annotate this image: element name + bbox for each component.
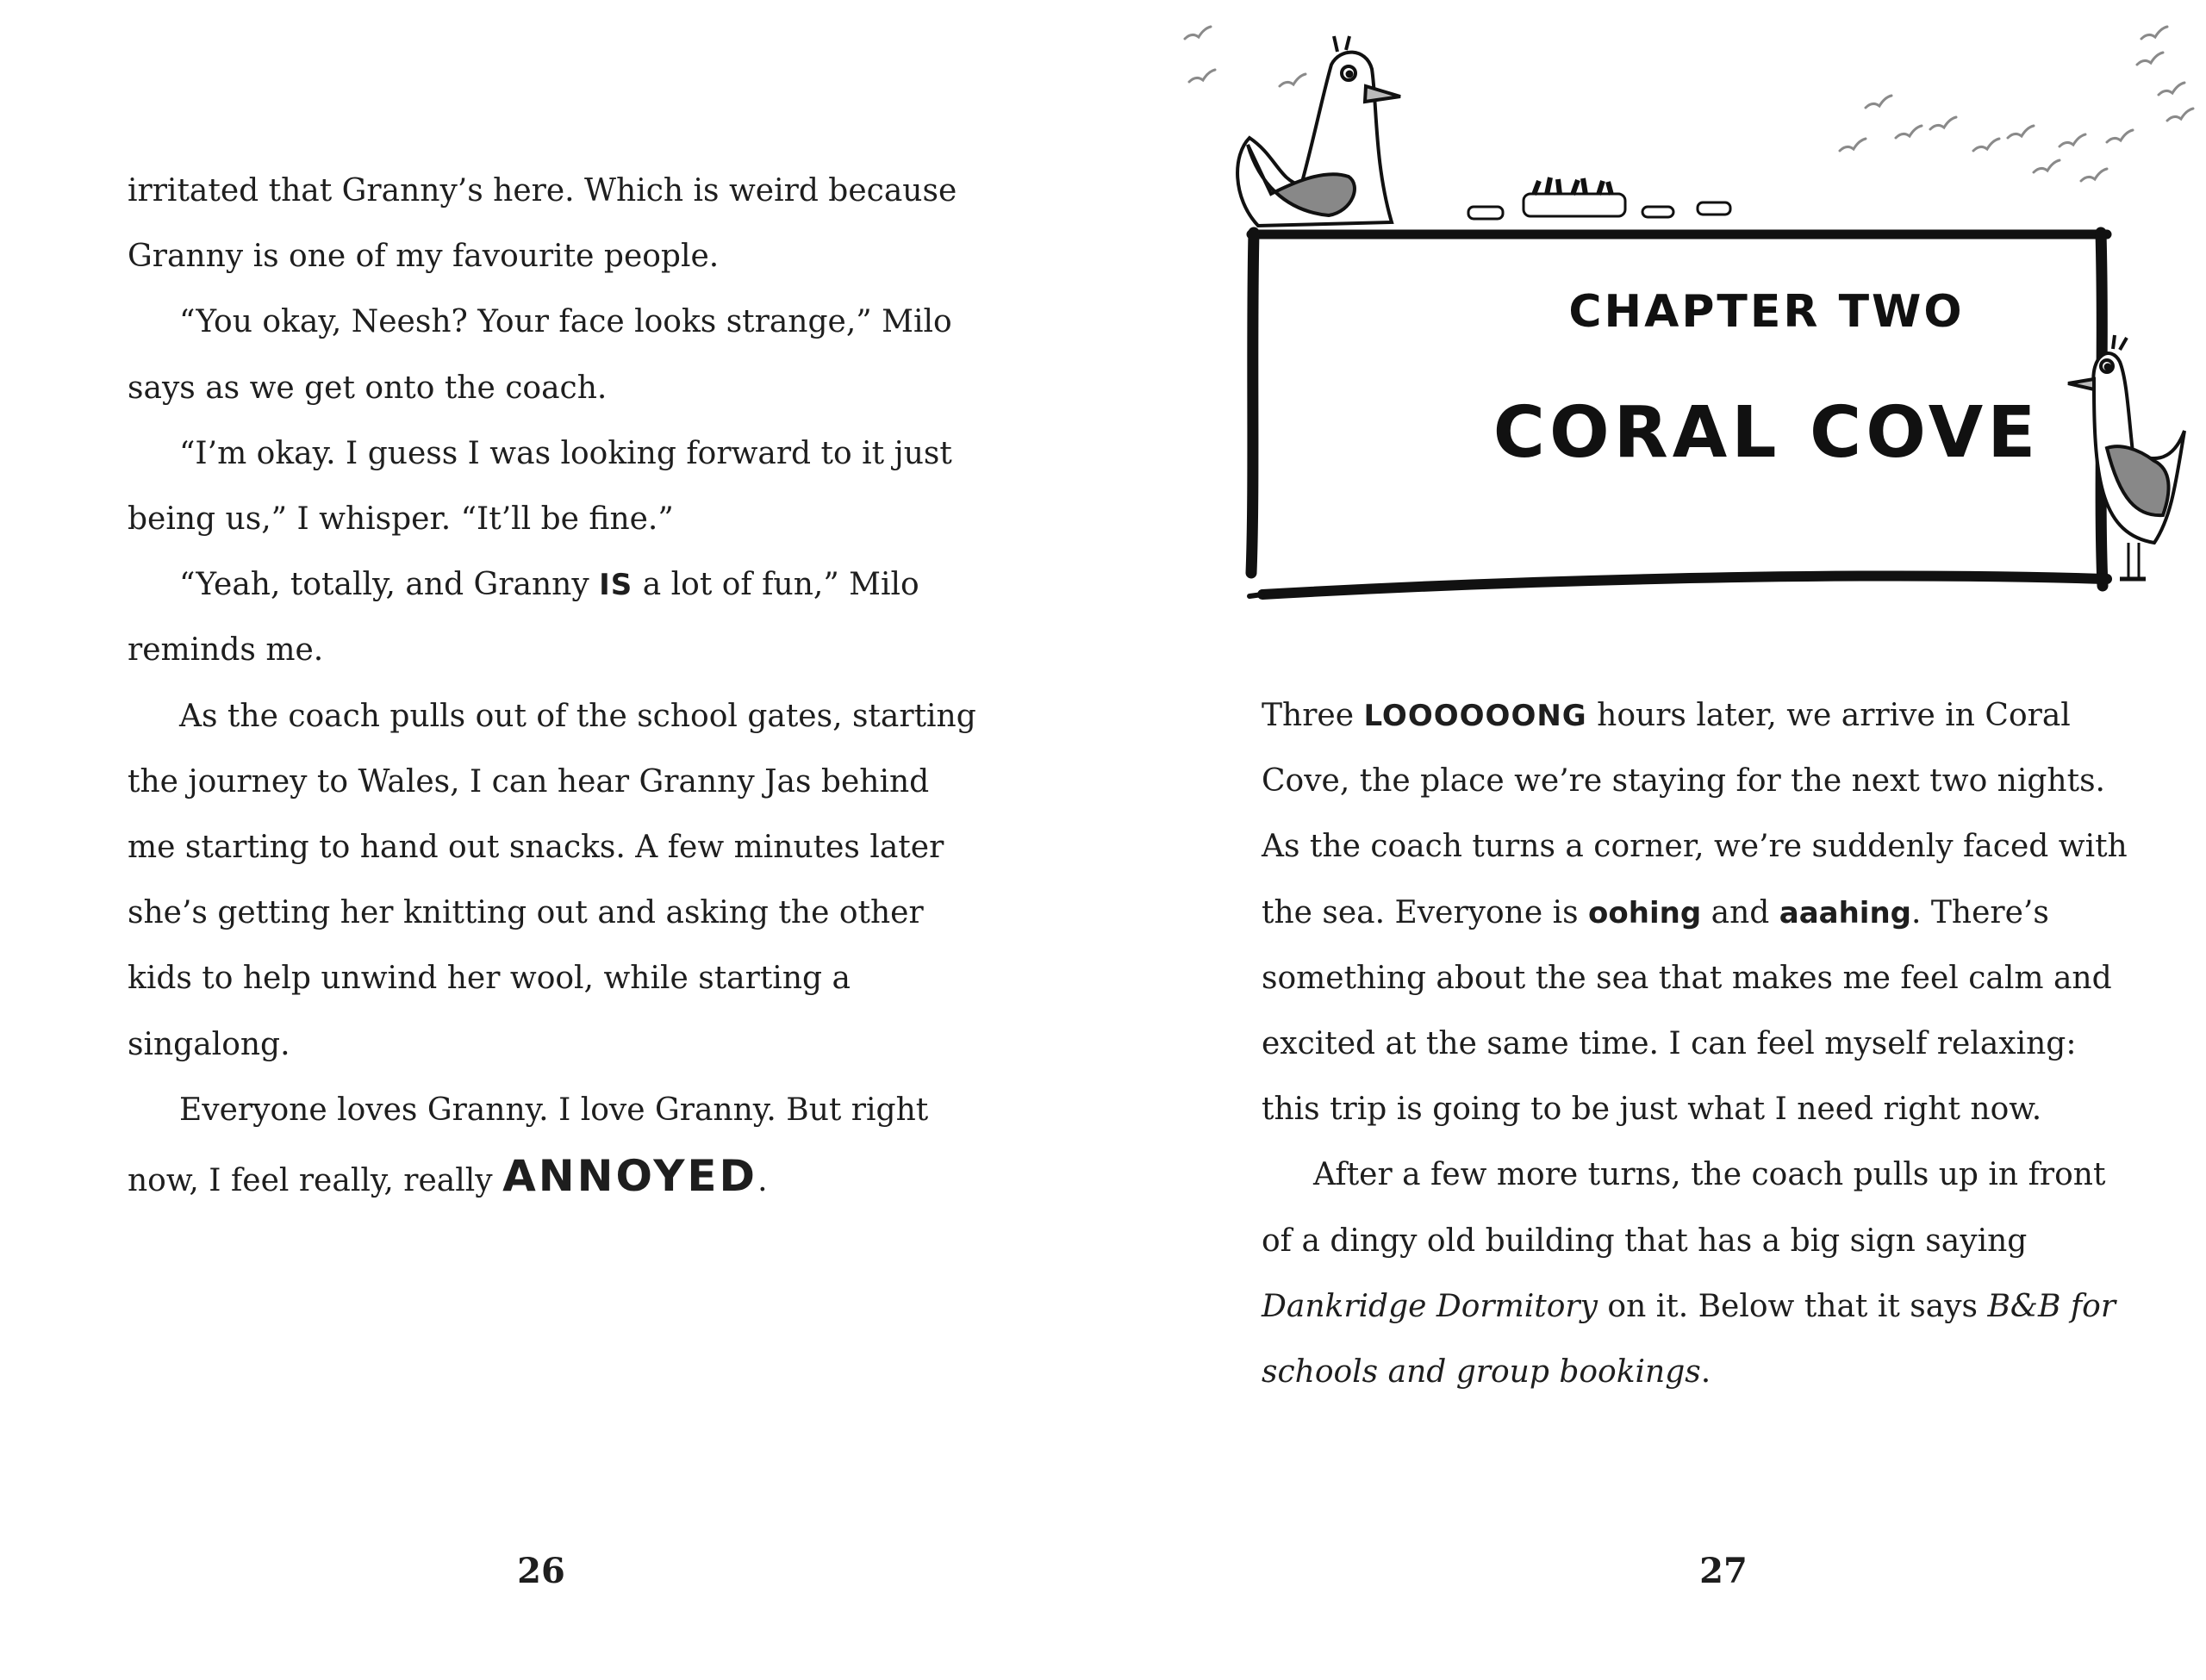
paragraph: “I’m okay. I guess I was looking forward to it just being us,” I whisper. “It’ll be fine.” <box>128 435 952 538</box>
right-body-text <box>1262 683 2132 1405</box>
seagull-left-icon <box>1237 36 1400 226</box>
chapter-title: CORAL COVE <box>1492 392 2041 474</box>
text-run: a lot of fun,” Milo reminds me. <box>128 567 919 669</box>
text-run: Everyone loves Granny. I love Granny. But right now, I feel really, really <box>128 1092 929 1199</box>
emphasis-word: aaahing <box>1779 895 1911 930</box>
emphasis-word: IS <box>599 568 633 603</box>
emphasis-word: LOOOOOONG <box>1363 699 1587 733</box>
text-run: . <box>757 1163 768 1199</box>
paragraph <box>128 552 981 683</box>
paragraph <box>1262 683 2132 1142</box>
left-body-text <box>128 159 981 1214</box>
chips-tray-icon <box>1468 177 1730 219</box>
text-run: “Yeah, totally, and Granny <box>179 567 600 603</box>
chapter-label: CHAPTER TWO <box>1568 286 1965 338</box>
paragraph: irritated that Granny’s here. Which is weird because Granny is one of my favourite people. <box>128 173 957 275</box>
text-run: After a few more turns, the coach pulls up in front of a dingy old building that has a big sign saying <box>1262 1157 2106 1259</box>
emphasis-word: ANNOYED <box>502 1151 758 1202</box>
paragraph <box>128 1078 981 1214</box>
paragraph: As the coach pulls out of the school gates, starting the journey to Wales, I can hear Granny Jas behind me starting to hand out snacks. A few minutes later she’s getting her knitting out and asking the other kids to help unwind her wool, while starting a singalong. <box>128 698 976 1062</box>
italic-text: Dankridge Dormitory <box>1262 1288 1598 1324</box>
paragraph: “You okay, Neesh? Your face looks strange,” Milo says as we get onto the coach. <box>128 304 952 406</box>
emphasis-word: oohing <box>1588 895 1702 930</box>
text-run: on it. Below that it says <box>1597 1288 1988 1324</box>
text-run: . <box>1700 1354 1711 1391</box>
text-run: hours later, we arrive in Coral Cove, the place we’re staying for the next two nights. As the coach turns a corner, we’re suddenly faced with the sea. Everyone is <box>1262 698 2128 930</box>
text-run: Three <box>1262 698 1364 733</box>
right-page <box>1103 0 2206 1680</box>
page-number: 27 <box>1699 1551 1748 1591</box>
paragraph <box>1262 1142 2132 1405</box>
page-number: 26 <box>517 1551 565 1591</box>
text-run: . There’s something about the sea that makes me feel calm and excited at the same time. I can feel myself relaxing: this trip is going to be just what I need right now. <box>1262 894 2112 1128</box>
italic-text: B&B for schools and group bookings <box>1262 1288 2116 1391</box>
text-run: and <box>1701 894 1779 930</box>
